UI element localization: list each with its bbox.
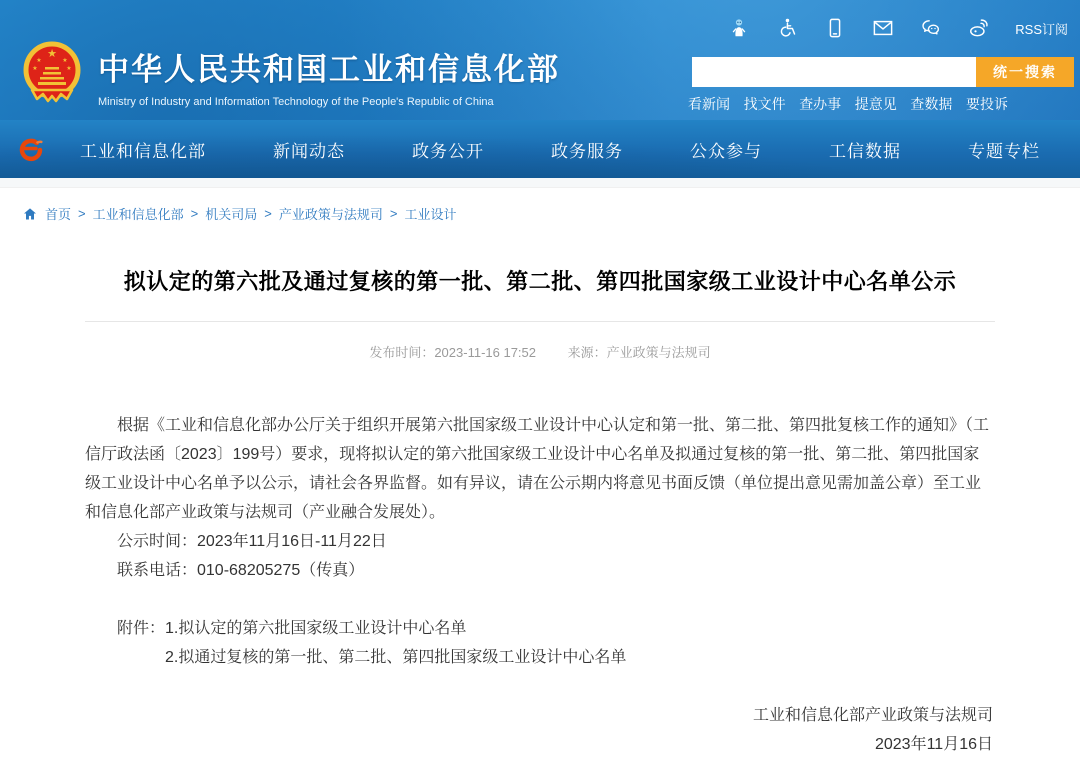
nav-item-public-participation[interactable]: 公众参与 (690, 141, 762, 161)
article-title: 拟认定的第六批及通过复核的第一批、第二批、第四批国家级工业设计中心名单公示 (123, 269, 957, 294)
breadcrumb-separator: > (78, 206, 86, 221)
national-emblem-logo (20, 40, 84, 112)
contact-phone-line: 联系电话：010-68205275（传真） (117, 562, 365, 579)
publish-time (369, 345, 536, 360)
brand-text (98, 44, 560, 108)
signature-date: 2023年11月16日 (874, 736, 993, 753)
svg-text:★: ★ (66, 66, 72, 72)
breadcrumb-departments[interactable]: 机关司局 (205, 207, 258, 222)
svg-text:★: ★ (32, 66, 38, 72)
signature-department: 工业和信息化部产业政策与法规司 (752, 707, 993, 724)
mail-icon[interactable] (871, 16, 895, 40)
breadcrumb-separator: > (190, 206, 199, 221)
rss-link[interactable]: RSS订阅 (1015, 21, 1068, 37)
quick-links (688, 94, 1008, 114)
header-bottom-strip (0, 178, 1080, 188)
breadcrumb-separator: > (389, 206, 398, 221)
attachments-list (165, 614, 626, 672)
attachments-label: 附件： (117, 620, 166, 637)
breadcrumb-industrial-design[interactable]: 工业设计 (404, 207, 457, 222)
publish-time-value: 2023-11-16 17:52 (434, 345, 537, 360)
quick-link-news[interactable]: 看新闻 (688, 96, 730, 112)
source (568, 345, 711, 360)
breadcrumb-ministry[interactable]: 工业和信息化部 (92, 207, 184, 222)
mascot-icon[interactable] (727, 16, 751, 40)
article (85, 265, 995, 759)
source-label: 来源： (567, 345, 607, 360)
quick-link-services[interactable]: 查办事 (799, 96, 842, 112)
search-button[interactable]: 统一搜索 (976, 57, 1074, 87)
mobile-icon[interactable] (823, 16, 847, 40)
title-divider (85, 321, 995, 322)
site-title: 中华人民共和国工业和信息化部 (98, 52, 560, 87)
signature-block (85, 701, 995, 759)
attachment-link-2[interactable]: 2.拟通过复核的第一批、第二批、第四批国家级工业设计中心名单 (165, 649, 627, 666)
search-area (692, 57, 1074, 87)
nav-item-ministry[interactable]: 工业和信息化部 (80, 141, 206, 161)
quick-link-data[interactable]: 查数据 (910, 96, 953, 112)
notice-period-line: 公示时间：2023年11月16日-11月22日 (117, 533, 387, 550)
site-header (0, 0, 1080, 178)
accessibility-icon[interactable] (775, 16, 799, 40)
home-icon[interactable] (22, 206, 38, 222)
search-input[interactable] (692, 57, 976, 87)
article-body (85, 411, 995, 759)
publish-time-label: 发布时间： (369, 345, 435, 360)
nav-item-gov-disclosure[interactable]: 政务公开 (412, 141, 484, 161)
source-value: 产业政策与法规司 (606, 345, 711, 360)
brand (20, 40, 560, 112)
body-paragraph: 根据《工业和信息化部办公厅关于组织开展第六批国家级工业设计中心认定和第一批、第二批、第四批复核工作的通知》（工信厅政法函〔2023〕199号）要求，现将拟认定的第六批国家级工业设计中心名单及拟通过复核的第一批、第二批、第四批国家级工业设计中心名单予以公示，请社会各界监督。如有异议，请在公示期内将意见书面反馈（单位提出意见需加盖公章）至工业和信息化部产业政策与法规司（产业融合发展处）。 (85, 417, 990, 521)
quick-link-feedback[interactable]: 提意见 (854, 96, 897, 112)
main-nav (0, 120, 1080, 178)
header-top-band (0, 0, 1080, 120)
svg-text:★: ★ (47, 48, 57, 60)
breadcrumb (0, 188, 1080, 231)
nav-item-gov-services[interactable]: 政务服务 (551, 141, 623, 161)
header-utility-icons (727, 16, 1068, 40)
nav-item-news[interactable]: 新闻动态 (273, 141, 345, 161)
e-gov-swirl-icon (16, 134, 46, 164)
svg-text:★: ★ (62, 58, 68, 64)
svg-text:★: ★ (36, 58, 42, 64)
wechat-icon[interactable] (919, 16, 943, 40)
attachments-block (85, 614, 995, 672)
weibo-icon[interactable] (967, 16, 991, 40)
attachment-link-1[interactable]: 1.拟认定的第六批国家级工业设计中心名单 (165, 620, 467, 637)
quick-link-complaint[interactable]: 要投诉 (965, 96, 1008, 112)
site-subtitle-en: Ministry of Industry and Information Technology of the People's Republic of China (98, 96, 494, 108)
nav-items (0, 137, 1080, 162)
article-meta (85, 342, 995, 361)
breadcrumb-home[interactable]: 首页 (45, 207, 72, 222)
breadcrumb-policy-dept[interactable]: 产业政策与法规司 (278, 207, 383, 222)
breadcrumb-separator: > (264, 206, 272, 221)
quick-link-files[interactable]: 找文件 (743, 96, 786, 112)
nav-item-miit-data[interactable]: 工信数据 (829, 141, 901, 161)
nav-item-special-topics[interactable]: 专题专栏 (968, 141, 1040, 161)
